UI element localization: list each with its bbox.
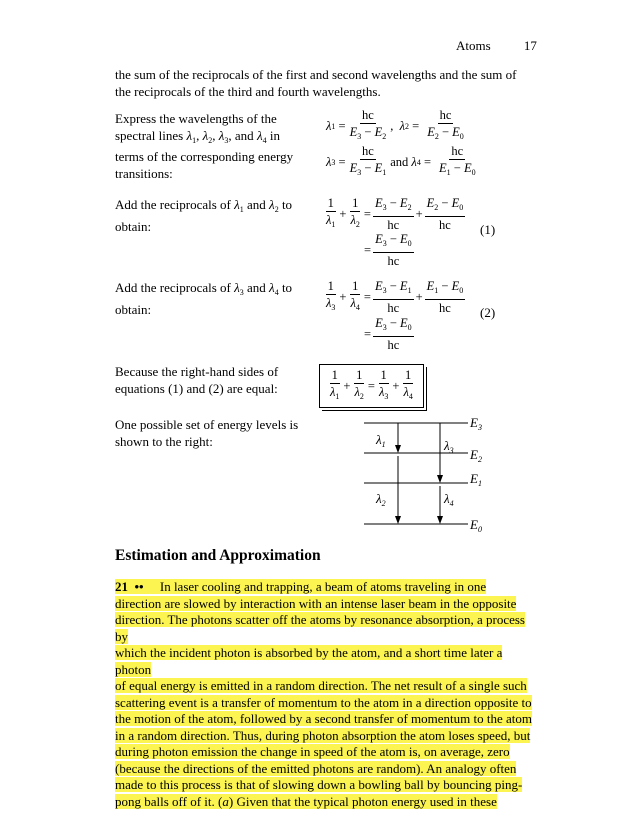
problem-line: during photon emission the change in speed of the atom is, on average, zero (115, 744, 510, 759)
problem-line: pong balls off of it. (a) Given that the typical photon energy used in these (115, 793, 497, 809)
energy-level-diagram (360, 412, 500, 540)
equation-number-2: (2) (480, 305, 496, 320)
step-4-text: Because the right-hand sides of equations (1) and (2) are equal: (115, 364, 279, 396)
problem-line: which the incident photon is absorbed by the atom, and a short time later a photon (115, 645, 503, 677)
problem-line: (because the directions of the emitted photons are random). An analogy often (115, 760, 517, 776)
label-e0: $E_0$ (470, 517, 482, 534)
label-lambda3: $\lambda_3$ (444, 438, 454, 455)
label-lambda1: $\lambda_1$ (376, 432, 386, 449)
label-e1: $E_1$ (470, 471, 482, 488)
problem-line: in a random direction. Thus, during photon absorption the atom loses speed, but (115, 727, 531, 743)
boxed-result: $\frac{1}{\lambda_1}$ + $\frac{1}{\lambda_2}$ = $\frac{1}{\lambda_3}$ + $\frac{1}{\lambda_4}$ (319, 364, 424, 408)
step-2-text: Add the reciprocals of $\lambda_1$ and $\lambda_2$ to obtain: (115, 197, 293, 234)
problem-line: the motion of the atom, followed by a second transfer of momentum to the atom (115, 711, 532, 726)
problem-21 (115, 579, 535, 810)
label-e3: $E_3$ (470, 415, 482, 432)
eq-sum-12-result: = $\frac{E_3 - E_0}{hc}$ (364, 232, 412, 268)
problem-number: 21 •• (115, 579, 160, 594)
label-lambda4: $\lambda_4$ (444, 491, 454, 508)
problem-line: made to this process is that of slowing down a bowling ball by bouncing ping- (115, 777, 523, 792)
eq-sum-34: $\frac{1}{\lambda_3}$ + $\frac{1}{\lambda_4}$ = $\frac{E_3 - E_1}{hc}$ + $\frac{E_1 - E_0}{hc}$ (326, 279, 464, 315)
equation-number-1: (1) (480, 222, 496, 237)
eq-sum-12: $\frac{1}{\lambda_1}$ + $\frac{1}{\lambda_2}$ = $\frac{E_3 - E_2}{hc}$ + $\frac{E_2 - E_0}{hc}$ (326, 196, 464, 232)
problem-line: direction are slowed by interaction with an intense laser beam in the opposite (115, 595, 517, 611)
label-lambda2: $\lambda_2$ (376, 491, 386, 508)
problem-line: In laser cooling and trapping, a beam of atoms traveling in one (159, 579, 487, 594)
eq-lambda3-lambda4: λ 3 = $\frac{hc}{E_3 - E_1}$ and λ 4 = $\frac{hc}{E_1 - E_0}$ (326, 144, 476, 177)
problem-line: direction. The photons scatter off the atoms by resonance absorption, a process by (115, 612, 525, 644)
header-title: Atoms (456, 38, 491, 53)
problem-line: scattering event is a transfer of momentum to the atom in a direction opposite to (115, 694, 532, 710)
intro-paragraph: the sum of the reciprocals of the first and second wavelengths and the sum of the reciprocals of the third and fourth wavelengths. (115, 67, 517, 99)
step-3-text: Add the reciprocals of $\lambda_3$ and $\lambda_4$ to obtain: (115, 280, 293, 317)
step-5-text: One possible set of energy levels is shown to the right: (115, 417, 299, 449)
eq-sum-34-result: = $\frac{E_3 - E_0}{hc}$ (364, 316, 412, 352)
label-e2: $E_2$ (470, 447, 482, 464)
page-number: 17 (523, 38, 537, 53)
eq-lambda1-lambda2: λ 1 = $\frac{hc}{E_3 - E_2}$ , λ 2 = $\frac{hc}{E_2 - E_0}$ (326, 108, 464, 141)
problem-line: of equal energy is emitted in a random direction. The net result of a single such (115, 678, 527, 693)
section-title: Estimation and Approximation (115, 547, 321, 564)
running-header (456, 38, 537, 54)
step-1-text: Express the wavelengths of the spectral lines $\lambda_1$, $\lambda_2$, $\lambda_3$, and $\lambda_4$ in terms of the corresponding energy transitions: (115, 111, 294, 181)
